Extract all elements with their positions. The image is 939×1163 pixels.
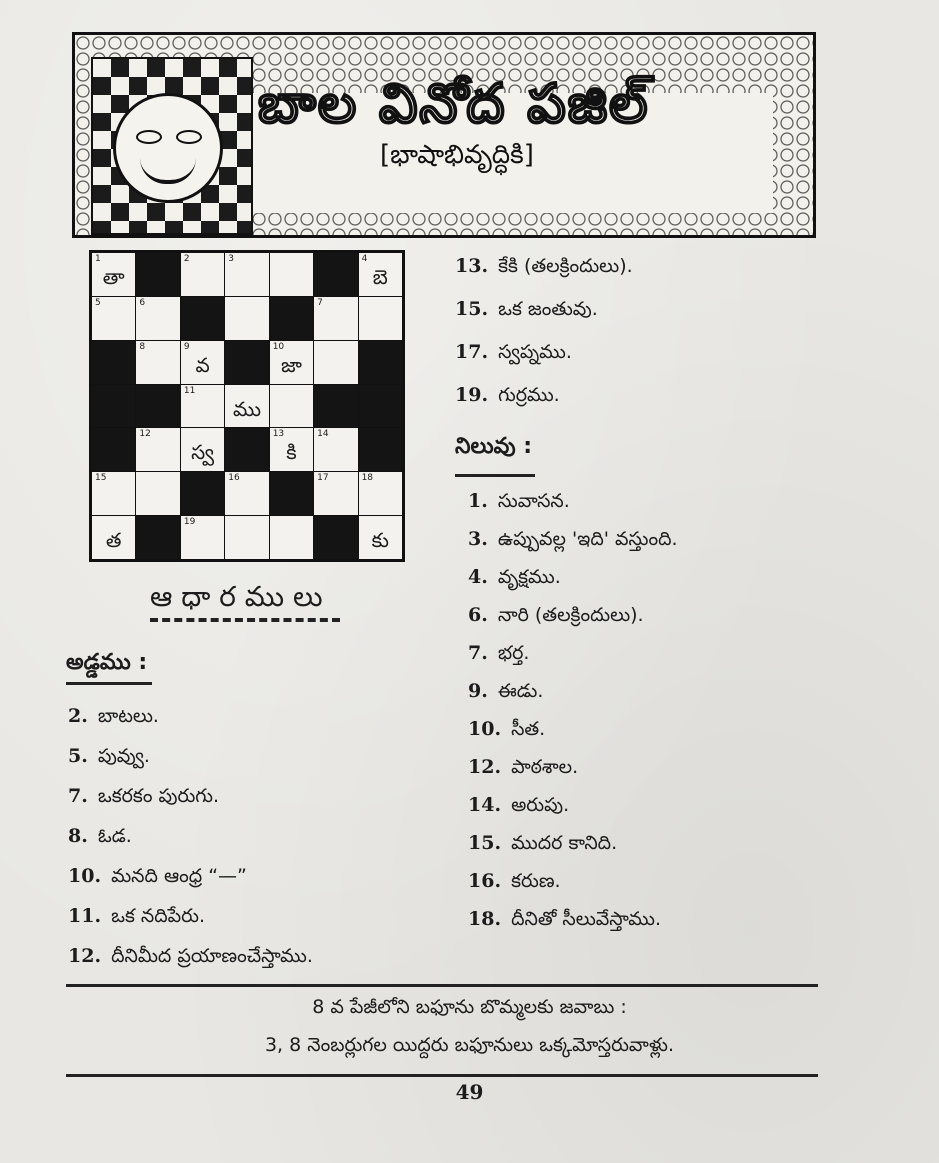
- crossword-cell: [314, 472, 357, 515]
- cell-number: 1: [95, 254, 101, 264]
- crossword-block: [181, 472, 224, 515]
- crossword-block: [136, 253, 179, 296]
- crossword-cell: [136, 428, 179, 471]
- crossword-block: [270, 297, 313, 340]
- clue-text: సువాసన.: [497, 490, 570, 512]
- crossword-cell: [270, 341, 313, 384]
- clue-item: [468, 756, 578, 783]
- crossword-cell: [225, 472, 268, 515]
- clue-text: భర్త.: [497, 642, 530, 664]
- crossword-cell: [225, 297, 268, 340]
- crossword-block: [359, 428, 402, 471]
- cell-number: 18: [361, 473, 374, 484]
- crossword-cell: [92, 516, 135, 559]
- clue-item: [468, 566, 561, 593]
- clue-number: 10.: [68, 865, 102, 887]
- clue-number: 19.: [455, 384, 489, 406]
- crossword-cell: [225, 516, 268, 559]
- clue-item: [468, 718, 545, 745]
- down-heading-underline: [455, 474, 535, 477]
- clue-text: వృక్షము.: [497, 566, 561, 588]
- cell-number: 13: [272, 429, 285, 440]
- clue-item: [68, 785, 219, 812]
- crossword-cell: [136, 472, 179, 515]
- clue-text: నారి (తలక్రిందులు).: [497, 604, 644, 626]
- clue-number: 3.: [468, 528, 488, 550]
- clue-number: 6.: [468, 604, 488, 626]
- cell-letter: జా: [280, 352, 302, 377]
- clue-text: సీత.: [511, 718, 546, 740]
- cell-number: 10: [272, 341, 285, 352]
- page-subtitle: [భాషాభివృద్ధికి]: [380, 140, 534, 170]
- smiling-moon-illustration: [113, 93, 223, 203]
- cell-number: 16: [228, 473, 240, 484]
- clue-number: 4.: [468, 566, 488, 588]
- clue-text: ఒక నదిపేరు.: [111, 905, 206, 927]
- down-heading: నిలువు :: [455, 434, 533, 459]
- divider: [66, 1074, 818, 1077]
- clue-text: గుర్రము.: [498, 384, 560, 406]
- cell-letter: కు: [371, 528, 389, 553]
- crossword-block: [92, 428, 135, 471]
- clue-number: 14.: [468, 794, 502, 816]
- cell-number: 17: [317, 473, 329, 484]
- crossword-block: [225, 341, 268, 384]
- cell-letter: త: [105, 528, 122, 553]
- clue-number: 5.: [68, 745, 88, 767]
- clue-text: కరుణ.: [511, 870, 561, 892]
- clue-item: [468, 870, 561, 897]
- crossword-cell: [92, 253, 135, 296]
- clue-item: [468, 908, 661, 935]
- clues-heading: ఆ ధా ర ము లు: [150, 580, 323, 613]
- clue-number: 16.: [468, 870, 502, 892]
- clue-item: [468, 642, 529, 669]
- crossword-block: [92, 341, 135, 384]
- crossword-cell: [359, 253, 402, 296]
- clue-text: ఉప్పువల్ల 'ఇది' వస్తుంది.: [497, 528, 678, 550]
- across-heading-underline: [66, 682, 152, 685]
- clue-text: కేకి (తలక్రిందులు).: [498, 255, 633, 277]
- crossword-block: [314, 385, 357, 428]
- clue-number: 2.: [68, 705, 88, 727]
- clue-text: దీనిమీద ప్రయాణంచేస్తాము.: [111, 945, 313, 967]
- clue-item: [68, 945, 313, 972]
- cell-number: 3: [228, 254, 235, 264]
- cell-number: 6: [139, 297, 146, 308]
- clue-item: [468, 832, 617, 859]
- clue-number: 7.: [68, 785, 88, 807]
- clues-heading-underline: [150, 618, 340, 622]
- crossword-block: [270, 472, 313, 515]
- clue-item: [68, 705, 159, 732]
- divider: [66, 984, 818, 987]
- crossword-cell: [314, 428, 357, 471]
- clue-text: పువ్వు.: [97, 745, 150, 767]
- page-title: బాల వినోద పజిల్: [258, 72, 650, 135]
- cell-number: 4: [361, 254, 368, 264]
- clue-text: స్వప్నము.: [498, 341, 572, 363]
- clue-item: [68, 825, 132, 852]
- clue-number: 15.: [455, 298, 489, 320]
- cell-number: 14: [317, 429, 329, 440]
- crossword-cell: [270, 516, 313, 559]
- crossword-cell: [136, 297, 179, 340]
- clue-number: 15.: [468, 832, 502, 854]
- answer-note-line2: 3, 8 నెంబర్లుగల యిద్దరు బఫూనులు ఒక్కమోస్తరువాళ్లు.: [264, 1034, 675, 1056]
- clue-text: దీనితో సీలువేస్తాము.: [511, 908, 662, 930]
- crossword-cell: [181, 253, 224, 296]
- cell-letter: కి: [286, 440, 297, 465]
- clue-text: బాటలు.: [97, 705, 159, 727]
- clue-number: 17.: [455, 341, 489, 363]
- clue-text: ముదర కానిది.: [511, 832, 618, 854]
- clue-item: [455, 255, 633, 282]
- page-number: 49: [455, 1080, 484, 1104]
- crossword-cell: [359, 297, 402, 340]
- cell-number: 2: [183, 254, 190, 264]
- crossword-grid: [89, 250, 405, 562]
- crossword-cell: [270, 385, 313, 428]
- clue-text: అరుపు.: [511, 794, 570, 816]
- across-heading: అడ్డము :: [66, 650, 148, 675]
- clue-text: మనది ఆంధ్ర “—”: [111, 865, 247, 887]
- crossword-cell: [225, 385, 268, 428]
- crossword-cell: [270, 428, 313, 471]
- cell-number: 5: [95, 297, 101, 308]
- crossword-cell: [314, 341, 357, 384]
- clue-number: 18.: [468, 908, 502, 930]
- clue-number: 13.: [455, 255, 489, 277]
- clue-number: 1.: [468, 490, 488, 512]
- clue-item: [68, 745, 150, 772]
- crossword-block: [359, 385, 402, 428]
- clue-text: ఒకరకం పురుగు.: [97, 785, 220, 807]
- cell-letter: బె: [372, 265, 388, 289]
- crossword-cell: [92, 472, 135, 515]
- crossword-block: [359, 341, 402, 384]
- cell-number: 8: [139, 341, 146, 352]
- crossword-block: [225, 428, 268, 471]
- crossword-block: [136, 385, 179, 428]
- cell-number: 12: [139, 429, 151, 440]
- crossword-cell: [359, 472, 402, 515]
- clue-number: 12.: [468, 756, 502, 778]
- cell-number: 19: [183, 517, 196, 528]
- crossword-cell: [181, 341, 224, 384]
- cell-letter: ము: [232, 396, 262, 421]
- crossword-cell: [359, 516, 402, 559]
- clue-item: [468, 680, 543, 707]
- clue-item: [455, 298, 598, 325]
- crossword-block: [136, 516, 179, 559]
- clue-item: [468, 528, 678, 555]
- cell-letter: తా: [102, 265, 125, 289]
- clue-item: [468, 490, 570, 517]
- crossword-cell: [270, 253, 313, 296]
- clue-number: 12.: [68, 945, 102, 967]
- cell-number: 11: [183, 385, 196, 396]
- cell-number: 15: [95, 473, 107, 484]
- crossword-cell: [181, 516, 224, 559]
- crossword-block: [181, 297, 224, 340]
- clue-number: 9.: [468, 680, 488, 702]
- clue-number: 7.: [468, 642, 488, 664]
- crossword-block: [314, 253, 357, 296]
- crossword-cell: [314, 297, 357, 340]
- cell-number: 7: [317, 297, 323, 308]
- crossword-cell: [181, 385, 224, 428]
- clue-item: [68, 905, 205, 932]
- clue-text: ఒక జంతువు.: [498, 298, 598, 320]
- clue-item: [455, 384, 560, 411]
- clue-number: 8.: [68, 825, 88, 847]
- clue-item: [468, 604, 644, 631]
- answer-note-line1: 8 వ పేజీలోని బఫూను బొమ్మలకు జవాబు :: [312, 996, 627, 1018]
- crossword-cell: [181, 428, 224, 471]
- crossword-cell: [92, 297, 135, 340]
- clue-text: పాఠశాల.: [511, 756, 579, 778]
- clue-number: 10.: [468, 718, 502, 740]
- clue-number: 11.: [68, 905, 102, 927]
- cell-letter: వ: [195, 352, 210, 377]
- clue-text: ఓడ.: [97, 825, 132, 847]
- crossword-cell: [225, 253, 268, 296]
- clue-text: ఈడు.: [497, 680, 544, 702]
- clue-item: [68, 865, 247, 892]
- crossword-cell: [136, 341, 179, 384]
- clue-item: [455, 341, 572, 368]
- cell-letter: స్వ: [191, 440, 215, 465]
- clue-item: [468, 794, 569, 821]
- crossword-block: [314, 516, 357, 559]
- crossword-block: [92, 385, 135, 428]
- cell-number: 9: [183, 341, 190, 352]
